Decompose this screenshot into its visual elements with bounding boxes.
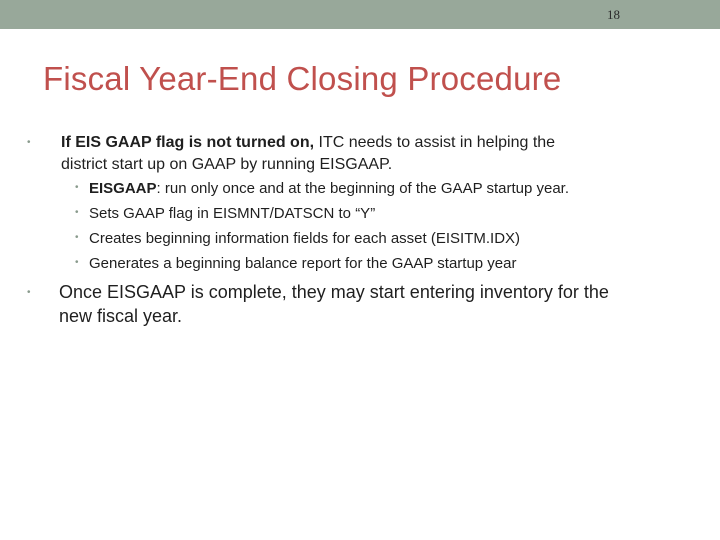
bullet-1-bold-text: If EIS GAAP flag is not turned on, — [61, 134, 315, 151]
bullet-1-line-1 — [61, 131, 555, 154]
bullet-1-text: ITC needs to assist in helping the — [314, 134, 556, 151]
sub-bullet-1-text: : run only once and at the beginning of the GAAP startup year. — [156, 180, 570, 197]
bullet-dot-icon: • — [75, 207, 79, 218]
top-bar — [0, 0, 720, 29]
bullet-2-line-1: Once EISGAAP is complete, they may start entering inventory for the — [59, 282, 609, 302]
sub-bullet-4-text: Generates a beginning balance report for the GAAP startup year — [89, 255, 517, 272]
sub-bullet-3-text: Creates beginning information fields for each asset (EISITM.IDX) — [89, 230, 521, 247]
slide-number: 18 — [607, 7, 620, 22]
bullet-dot-icon: • — [75, 257, 79, 268]
bullet-dot-icon: • — [75, 182, 79, 193]
bullet-dot-icon: • — [75, 232, 79, 243]
bullet-1-line-2: district start up on GAAP by running EISGAAP. — [61, 156, 393, 173]
sub-bullet-1-bold-text: EISGAAP — [89, 180, 157, 197]
bullet-dot-icon: • — [27, 287, 31, 298]
sub-bullet-2-text: Sets GAAP flag in EISMNT/DATSCN to “Y” — [89, 205, 376, 222]
bullet-dot-icon: • — [27, 137, 31, 148]
bullet-2-line-2: new fiscal year. — [59, 306, 183, 326]
slide-title: Fiscal Year-End Closing Procedure — [43, 60, 562, 97]
